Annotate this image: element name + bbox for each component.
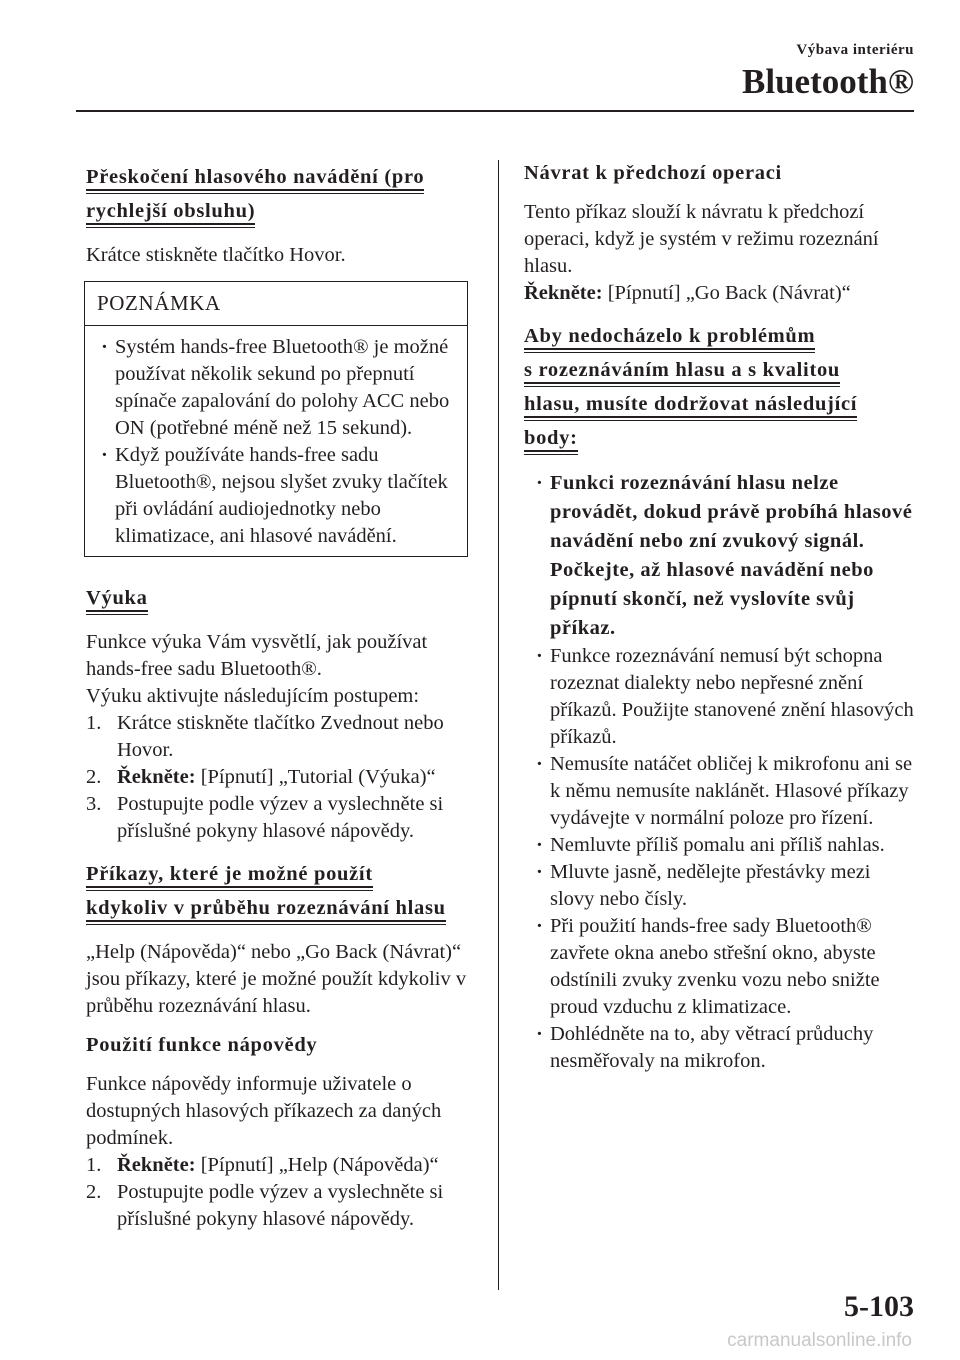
section-label: Výbava interiéru — [796, 42, 914, 58]
page-title: Bluetooth® — [742, 62, 914, 101]
say-line: Řekněte: [Pípnutí] „Go Back (Návrat)“ — [524, 282, 851, 304]
step-list — [86, 710, 470, 845]
note-title: POZNÁMKA — [85, 282, 467, 326]
right-column — [524, 160, 916, 1075]
paragraph: „Help (Nápověda)“ nebo „Go Back (Návrat)“ jsou příkazy, které je možné použít kdykoliv v průběhu rozeznávání hlasu. — [86, 941, 467, 1017]
step-item: 2. Postupujte podle výzev a vyslechněte si příslušné pokyny hlasové nápovědy. — [86, 1181, 444, 1230]
paragraph: Funkce nápovědy informuje uživatele o dostupných hlasových příkazech za daných podmínek. — [86, 1073, 442, 1149]
subheading-go-back: Návrat k předchozí operaci — [524, 162, 782, 184]
left-column — [86, 160, 470, 1233]
bullet-item: · Funkci rozeznávání hlasu nelze provádět, dokud právě probíhá hlasové navádění nebo zní zvukový signál. Počkejte, až hlasové navádění nebo pípnutí skončí, než vyslovíte svůj příkaz. — [536, 469, 916, 643]
bullet-item: · Nemluvte příliš pomalu ani příliš nahlas. — [536, 832, 916, 859]
heading-tutorial: Výuka — [86, 581, 470, 615]
bullet-item: · Při použití hands-free sady Bluetooth® zavřete okna anebo střešní okno, abyste odstínili zvuky zvenku vozu nebo snižte proud vzduchu z klimatizace. — [536, 913, 916, 1021]
step-item: 1. Krátce stiskněte tlačítko Zvednout nebo Hovor. — [86, 712, 444, 761]
step-list — [86, 1152, 470, 1233]
note-bullet: · Systém hands-free Bluetooth® je možné používat několik sekund po přepnutí spínače zapalování do polohy ACC nebo ON (potřebné méně než 15 sekund). — [101, 334, 455, 442]
step-item: 3. Postupujte podle výzev a vyslechněte si příslušné pokyny hlasové nápovědy. — [86, 793, 444, 842]
bullet-item: · Nemusíte natáčet obličej k mikrofonu ani se k němu nemusíte naklánět. Hlasové příkazy vydávejte v normální poloze pro řízení. — [536, 751, 916, 832]
page-number: 5-103 — [844, 1290, 914, 1323]
note-bullet: · Když používáte hands-free sadu Bluetooth®, nejsou slyšet zvuky tlačítek při ovládání audiojednotky nebo klimatizace, ani hlasové navádění. — [101, 442, 455, 550]
paragraph: Krátce stiskněte tlačítko Hovor. — [86, 244, 346, 266]
bullet-item: · Funkce rozeznávání nemusí být schopna rozeznat dialekty nebo nepřesné znění příkazů. Použijte stanovené znění hlasových příkazů. — [536, 643, 916, 751]
step-item: 1. Řekněte: [Pípnutí] „Help (Nápověda)“ — [86, 1154, 439, 1176]
note-box — [84, 281, 468, 557]
bullet-list — [524, 469, 916, 1075]
bullet-item: · Mluvte jasně, nedělejte přestávky mezi slovy nebo čísly. — [536, 859, 916, 913]
heading-anytime-commands: Příkazy, které je možné použít kdykoliv v průběhu rozeznávání hlasu — [86, 857, 470, 925]
heading-voice-quality: Aby nedocházelo k problémům s rozeznáváním hlasu a s kvalitou hlasu, musíte dodržovat následující body: — [524, 319, 916, 455]
column-divider — [498, 160, 499, 1290]
step-item: 2. Řekněte: [Pípnutí] „Tutorial (Výuka)“ — [86, 766, 436, 788]
paragraph: Výuku aktivujte následujícím postupem: — [86, 685, 420, 707]
subheading-help: Použití funkce nápovědy — [86, 1034, 318, 1056]
bullet-item: · Dohlédněte na to, aby větrací průduchy nesměřovaly na mikrofon. — [536, 1021, 916, 1075]
heading-skip-guidance: Přeskočení hlasového navádění (pro rychlejší obsluhu) — [86, 160, 470, 228]
paragraph: Funkce výuka Vám vysvětlí, jak používat hands-free sadu Bluetooth®. — [86, 631, 428, 680]
watermark: carmanualsonline.info — [727, 1330, 912, 1351]
header-divider — [76, 110, 914, 112]
paragraph: Tento příkaz slouží k návratu k předchozí operaci, když je systém v režimu rozeznání hlasu. — [524, 201, 879, 277]
